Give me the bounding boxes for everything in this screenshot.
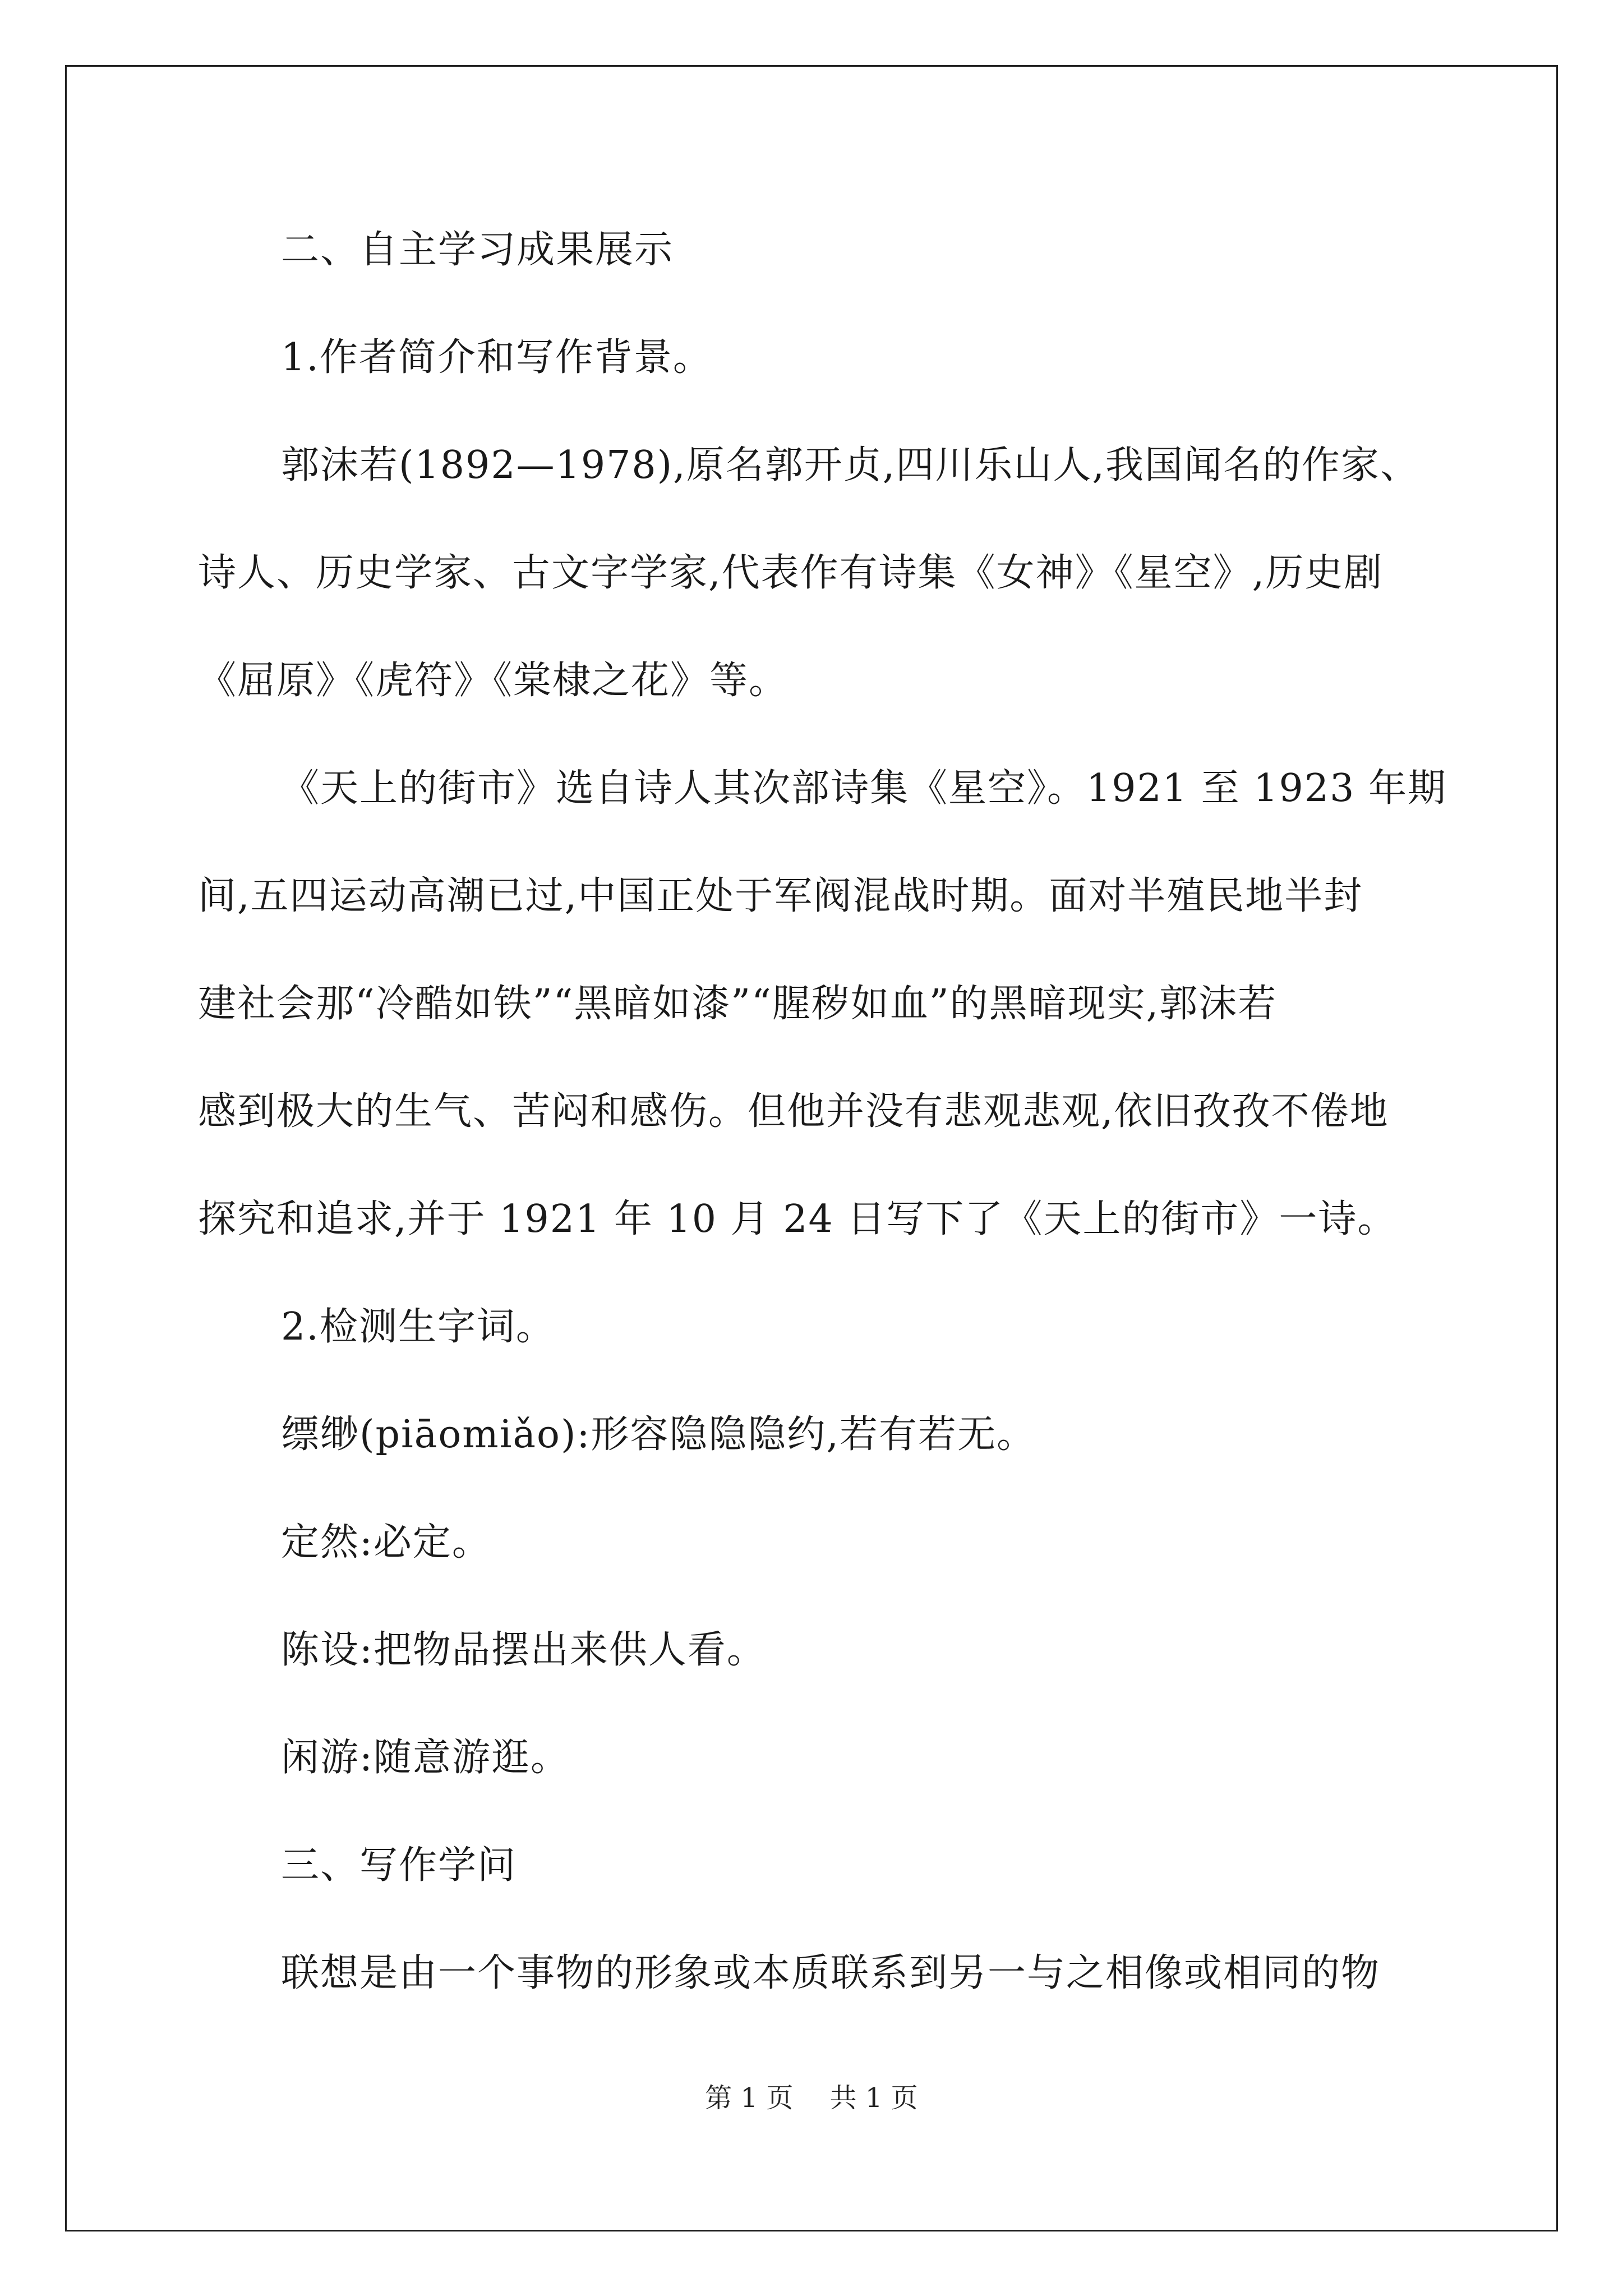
subheading-vocabulary: 2.检测生字词。 (281, 1305, 555, 1349)
document-body (198, 223, 1447, 2054)
vocab-item: 定然:必定。 (281, 1520, 491, 1565)
page-number: 第 1 页 (705, 2082, 794, 2114)
paragraph-line: 《屈原》《虎符》《棠棣之花》等。 (198, 659, 789, 703)
vocab-item: 缥缈(piāomiǎo):形容隐隐隐约,若有若无。 (281, 1412, 1036, 1457)
subheading-author-background: 1.作者简介和写作背景。 (281, 335, 712, 380)
paragraph-line: 探究和追求,并于 1921 年 10 月 24 日写下了《天上的街市》一诗。 (198, 1197, 1397, 1241)
section-heading-2: 二、自主学习成果展示 (281, 228, 674, 272)
paragraph-line: 《天上的街市》选自诗人其次部诗集《星空》。1921 至 1923 年期 (281, 766, 1447, 811)
paragraph-line: 诗人、历史学家、古文字学家,代表作有诗集《女神》《星空》,历史剧 (198, 551, 1384, 595)
paragraph-line: 间,五四运动高潮已过,中国正处于军阀混战时期。面对半殖民地半封 (198, 874, 1363, 918)
paragraph-line: 郭沫若(1892—1978),原名郭开贞,四川乐山人,我国闻名的作家、 (281, 443, 1420, 487)
paragraph-line: 联想是由一个事物的形象或本质联系到另一与之相像或相同的物 (281, 1951, 1381, 1995)
paragraph-line: 建社会那“冷酷如铁”“黑暗如漆”“腥秽如血”的黑暗现实,郭沫若 (198, 982, 1278, 1026)
paragraph-line: 感到极大的生气、苦闷和感伤。但他并没有悲观悲观,依旧孜孜不倦地 (198, 1089, 1389, 1134)
section-heading-3: 三、写作学问 (281, 1843, 517, 1888)
vocab-item: 闲游:随意游逛。 (281, 1736, 570, 1780)
page-total: 共 1 页 (829, 2082, 918, 2114)
vocab-item: 陈设:把物品摆出来供人看。 (281, 1628, 766, 1672)
page-footer (0, 2081, 1623, 2115)
